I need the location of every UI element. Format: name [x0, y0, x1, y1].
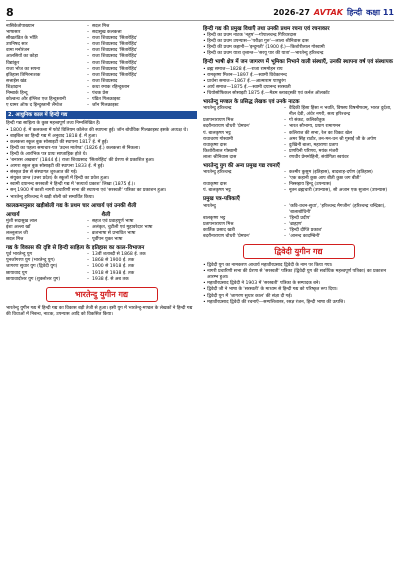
row-sep: –	[283, 227, 287, 233]
row-value: रणधीर प्रेममोहिनी, संयोगिता स्वयंवर	[289, 154, 349, 160]
row-value: 'हिन्दी प्रदीप'	[289, 215, 311, 221]
row-key: नासिकेतोपाख्यान	[6, 24, 35, 29]
section-heading: 2. आधुनिक काल में हिन्दी गद्य	[6, 111, 197, 119]
row-key: पं. बालकृष्ण भट्ट	[203, 188, 231, 194]
row-value: 'एक कहानी कुछ आप बीती कुछ जग बीती'	[289, 176, 361, 182]
row-key: कार्तिक प्रसाद खत्री	[203, 227, 235, 233]
bullet-item: • 1800 ई. में कलकत्ता में फोर्ट विलियम कॉलेज की स्थापना हुई। जॉन बोर्थविक गिलक्राइस्ट इसके अध्यक्ष थे।	[6, 128, 197, 134]
row-value: 'आनन्द कादम्बिनी'	[289, 234, 321, 239]
row-key: कोल्डन्थ और इंग्लिश एज हिन्दुस्तानी	[6, 97, 66, 103]
row-key: बदरीनारायण चौधरी 'प्रेमघन'	[203, 234, 250, 239]
row-sep: –	[283, 124, 287, 130]
row-key: राधाचरण गोस्वामी	[203, 136, 233, 142]
row-key: पं. बालकृष्ण भट्ट	[203, 130, 231, 136]
column-head: आचार्य	[6, 211, 20, 218]
row-sep: –	[86, 36, 90, 42]
row-value: राजा शिवप्रसाद 'सितारेहिंद'	[92, 72, 138, 78]
row-value: 'कवि-वचन-सुधा', 'हरिश्चन्द्र मैगजीन' (हरिश्चन्द्र चन्द्रिका), 'बालाबोधिनी'	[289, 203, 386, 215]
row-sep: –	[86, 78, 90, 84]
row-sep: –	[86, 252, 90, 258]
row-value: भारत सौभाग्य, प्रयाग रामागमन	[289, 124, 341, 130]
row-value: राजा शिवप्रसाद 'सितारेहिंद'	[92, 66, 138, 72]
bullet-item: • सन् 1900 में काशी नागरी प्रचारिणी सभा की स्थापना एवं 'सरस्वती' पत्रिका का प्रकाशन हुआ।	[6, 188, 197, 194]
row-sep: –	[86, 258, 90, 264]
bullet-item: • नागरी प्रचारिणी सभा की प्रेरणा से 'सरस्वती' पत्रिका (द्विवेदी युग की सर्वाधिक महत्त्वपूर्ण पत्रिका) का प्रकाशन आरम्भ हुआ।	[203, 269, 394, 281]
row-value: निस्सहाय हिन्दू (उपन्यास)	[289, 182, 332, 188]
row-value: सदासुख कलकत्ता	[92, 30, 122, 36]
bullet-item: • कलकत्ता स्कूल बुक सोसाइटी की स्थापना 1817 ई. में हुई।	[6, 140, 197, 146]
subheading: हिन्दी गद्य की प्रमुख विधाएँ तथा उनकी प्रथम रचना एवं रचनाकार	[203, 26, 330, 32]
row-value: पंडित गिलक्राइस्ट	[92, 97, 121, 103]
row-sep: –	[86, 264, 90, 270]
row-sep: –	[283, 142, 287, 148]
row-key: जागरण सुधार युग (द्विवेदी युग)	[6, 264, 58, 270]
row-sep: –	[86, 54, 90, 60]
row-value: गो संकट, कलिकौतुक	[289, 118, 325, 124]
row-value: दुःखिनी बाला, महाराणा प्रताप	[289, 142, 339, 148]
row-key: राजा भोज का सपना	[6, 66, 41, 72]
row-sep: –	[86, 270, 90, 276]
row-key: राधाकृष्ण दास	[203, 142, 227, 148]
row-key: छायावाद युग	[6, 270, 28, 276]
row-value: 1918 से 1938 ई. तक	[92, 270, 135, 276]
row-sep: –	[86, 84, 90, 90]
edition-year: 2026-27	[273, 7, 310, 17]
row-value: 1868 से 1900 ई. तक	[92, 258, 135, 264]
row-sep: –	[283, 203, 287, 209]
brand-logo: AVTAK	[313, 7, 343, 17]
row-sep: –	[86, 60, 90, 66]
row-key: बालकृष्ण भट्ट	[203, 215, 226, 221]
row-sep: –	[86, 24, 90, 29]
bullet-item: • हिन्दी के आरंभिक पत्र प्रायः साप्ताहिक होते थे।	[6, 152, 197, 158]
bullet-item: • संस्कृत प्रेस से संस्थागत शुरुआत की गई।	[6, 170, 197, 176]
row-sep: –	[283, 154, 287, 160]
bullet-item: • आर्य समाज—1875 ई.—स्वामी दयानन्द सरस्वती	[203, 85, 394, 91]
row-sep: –	[283, 130, 287, 136]
row-value: कथा रमाक रहिन्दुस्तान	[92, 84, 130, 90]
row-value: कलिराज की सभा, रेल का विकट खेल	[289, 130, 352, 136]
row-sep: –	[283, 136, 287, 142]
work-row	[203, 188, 394, 194]
bullet-item: • प्रार्थना समाज—1867 ई.—आत्माराम पाण्डुरंग	[203, 79, 394, 85]
row-key: पुनर्जागरण युग (भारतेन्दु युग)	[6, 258, 55, 264]
teachers-head	[6, 210, 197, 219]
subheading: भारतेन्दु युग की अन्य प्रमुख गद्य रचनाएँ	[203, 162, 280, 169]
page-number: 8	[6, 5, 14, 19]
row-key: भारतेन्दु हरिश्चन्द्र	[203, 170, 232, 176]
row-sep: –	[86, 103, 90, 109]
bullet-item: • ब्रह्म समाज—1828 ई.—राजा राममोहन राय	[203, 67, 394, 73]
row-value: पंचक प्रेस	[92, 91, 109, 97]
row-key: मुंशी सदासुख लाल	[6, 218, 37, 224]
bullet-item: • हिन्दी की प्रथम कहानी—'इन्दुमती' (1900 ई.)—किशोरीलाल गोस्वामी	[203, 45, 394, 51]
row-key: भारतेन्दु	[203, 203, 216, 209]
bullet-item: • द्विवेदी जी ने भाषा के 'सरस्वती' के माध्यम से हिन्दी गद्य को परिष्कृत रूप दिया।	[203, 287, 394, 293]
right-column	[203, 24, 394, 318]
row-value: सहज एवं प्रवाहपूर्ण भाषा	[92, 218, 134, 224]
row-sep: –	[283, 188, 287, 194]
bullet-item: • द्विवेदी युग का नामकरण आचार्य महावीरप्रसाद द्विवेदी के नाम पर किया गया।	[203, 263, 394, 269]
row-value: सदल मिश्र	[92, 24, 110, 29]
row-sep: –	[283, 170, 287, 176]
row-key: इंशा अल्ला खाँ	[6, 224, 31, 230]
bullet-item: • थियोसोफिकल सोसाइटी 1875 ई.—मैडम ब्लावट्स्की एवं कर्नल ऑलकॉट	[203, 91, 394, 97]
row-key: छायावादोत्तर युग (शुक्लोत्तर युग)	[6, 276, 61, 282]
row-value: राजा शिवप्रसाद 'सितारेहिंद'	[92, 42, 138, 48]
bullet-item: • भारतेन्दु हरिश्चन्द्र ने खड़ी बोली को सम्वर्धित किया।	[6, 195, 197, 201]
row-value: जॉन गिलक्राइस्ट	[92, 103, 119, 109]
row-value: 1900 से 1918 ई. तक	[92, 264, 135, 270]
bullet-item: • हिन्दी का पहला समाचार-पत्र 'उदन्त मार्तण्ड' (1826 ई.) कलकत्ता से निकला।	[6, 146, 197, 152]
bullet-item: • द्विवेदी युग में 'जागरण सुधार काल' की संज्ञा दी गई।	[203, 294, 394, 300]
row-sep: –	[86, 30, 90, 36]
bullet-item: • रामकृष्ण मिशन—1897 ई.—स्वामी विवेकानन्द	[203, 73, 394, 79]
subheading: कालक्रमानुसार खड़ीबोली गद्य के प्रथम चार आचार्य एवं उनकी शैली	[6, 202, 137, 209]
row-key: बदरीनारायण चौधरी 'प्रेमघन'	[203, 124, 250, 130]
row-sep: –	[86, 91, 90, 97]
row-key: किशोरीलाल गोस्वामी	[203, 148, 238, 154]
row-value: अलंकृत, चुटीली एवं मुहावरेदार भाषा	[92, 224, 153, 230]
bullet-item: • संयुक्त प्रान्त (उत्तर प्रदेश) के स्कूलों में हिन्दी का प्रवेश हुआ।	[6, 176, 197, 182]
row-value: 'हिन्दी दीप्ति प्रकाश'	[289, 227, 323, 233]
subheading: प्रमुख पत्र-पत्रिकाएँ	[203, 196, 240, 203]
magazine-row	[203, 234, 394, 240]
row-key: आलसियों का कोड़ा	[6, 54, 38, 60]
banner-bharatendu: भारतेन्दु युगीन गद्य	[46, 287, 158, 302]
row-key: प्रतापनारायण मिश्र	[203, 118, 234, 124]
row-sep: –	[283, 148, 287, 154]
row-sep: –	[283, 182, 287, 188]
row-key: उपनिषद सार	[6, 42, 28, 48]
row-sep: –	[86, 42, 90, 48]
row-key: सीखतंडित के भाँति	[6, 36, 38, 42]
row-value: ब्रजभाषा से प्रभावित भाषा	[92, 231, 136, 236]
drama-row	[203, 106, 394, 118]
row-key: सत्ताईस खंड	[6, 78, 27, 84]
row-key: ए ग्रामर ऑफ द हिन्दुस्तानी लैंग्वेज	[6, 103, 63, 109]
class-label: कक्षा 11	[366, 7, 394, 17]
row-sep: –	[86, 231, 90, 236]
row-value: पूर्वीपन युक्त भाषा	[92, 237, 123, 243]
row-value: अमर सिंह राठौर, तन-मन-धन श्री गुसाईं जी के अर्पण	[289, 136, 377, 142]
row-sep: –	[283, 234, 287, 239]
bullet-item: • स्वामी दयानन्द सरस्वती ने हिन्दी गद्य में 'सत्यार्थ प्रकाश' लिखा (1875 ई.)।	[6, 182, 197, 188]
teacher-row	[6, 237, 197, 243]
row-key: पूर्व भारतेन्दु युग	[6, 252, 33, 258]
row-key: सदल मिश्र	[6, 237, 24, 243]
row-value: राजा शिवप्रसाद 'सितारेहिंद'	[92, 36, 138, 42]
period-row	[6, 277, 197, 283]
row-sep: –	[86, 72, 90, 78]
subject-label: हिन्दी	[347, 7, 363, 17]
row-key: विद्यांकुर	[6, 60, 20, 66]
row-value: 13वीं शताब्दी से 1868 ई. तक	[92, 252, 146, 258]
bullet-item: • 'बनारस अखबार' (1844 ई.) राजा शिवप्रसाद 'सितारेहिंद' की प्रेरणा से प्रकाशित हुआ।	[6, 158, 197, 164]
row-key: राधाकृष्ण दास	[203, 182, 227, 188]
magazine-row	[203, 204, 394, 216]
subheading: हिन्दी भाषी क्षेत्र में जन जागरण में भूमिका निभाने वाली संस्थाएँ, उनकी स्थापना वर्ष एवं संस्थापक	[203, 59, 393, 66]
subheading: गद्य के विकास की दृष्टि से हिन्दी साहित्य के इतिहास का काल-विभाजन	[6, 245, 145, 252]
bullet-item: • हिन्दी का प्रथम यात्रा वृत्तान्त—'सरयू पार की यात्रा'—भारतेन्दु हरिश्चन्द्र	[203, 51, 394, 57]
bullet-item: • बाइबिल का हिन्दी गद्य में अनुवाद 1818 ई. में हुआ।	[6, 134, 197, 140]
row-key: निम्बार्क हिन्दू	[6, 91, 28, 97]
row-value: 'ब्राह्मण'	[289, 221, 303, 227]
row-value: राजा शिवप्रसाद	[92, 78, 118, 84]
row-value: नूतन ब्रह्मचारी (उपन्यास), सौ अजान एक सुजान (उपन्यास)	[289, 188, 388, 194]
bullet-item: • हिन्दी का प्रथम उपन्यास—'परीक्षा गुरु'—लाला श्रीनिवास दास	[203, 39, 394, 45]
row-sep: –	[86, 224, 90, 230]
row-key: इतिहास तिमिरनाशक	[6, 72, 41, 78]
column-head: शैली	[101, 211, 111, 218]
row-value: राजा शिवप्रसाद 'सितारेहिंद'	[92, 48, 138, 54]
row-value: कश्मीर कुसुम (इतिहास), बादशाह-दर्पण (इतिहास)	[289, 170, 373, 176]
row-value: 1938 ई. से अब तक	[92, 276, 129, 282]
row-sep: –	[86, 276, 90, 282]
page-header	[6, 4, 394, 21]
bullet-item: • आगरा स्कूल बुक सोसाइटी की स्थापना 1833 ई. में हुई।	[6, 164, 197, 170]
row-key: शिक्षादान	[6, 84, 21, 90]
work-row	[6, 103, 197, 109]
left-column	[6, 24, 197, 318]
paragraph: हिन्दी गद्य साहित्य के कुछ महत्त्वपूर्ण तथ्य निम्नलिखित हैं।	[6, 121, 101, 127]
row-value: प्रणयिनी परिणय, मयंक मंजरी	[289, 148, 339, 154]
row-key: लल्लूलाल जी	[6, 231, 28, 236]
bullet-item: • हिन्दी का प्रथम नाटक 'नहुष'—गोपालचन्द्र गिरिधरदास	[203, 33, 394, 39]
row-sep: –	[86, 66, 90, 72]
row-key: लाला श्रीनिवास दास	[203, 154, 237, 160]
row-sep: –	[283, 118, 287, 124]
row-sep: –	[283, 106, 287, 112]
row-sep: –	[86, 97, 90, 103]
row-key: भाषासार	[6, 30, 21, 36]
banner-dwivedi: द्विवेदी युगीन गद्य	[243, 244, 355, 259]
bullet-item: • महावीरप्रसाद द्विवेदी ने 1903 में 'सरस्वती' पत्रिका के सम्पादक बने।	[203, 281, 394, 287]
row-value: वैदिकी हिंसा हिंसा न भवति, विषस्य विषमौषधम्, भारत दुर्दशा, नील देवी, अंधेर नगरी, सत्य हरिश्चन्द्र	[289, 106, 392, 118]
row-key: वामा मनोरंजन	[6, 48, 30, 54]
bullet-item: • महावीरप्रसाद द्विवेदी की रचनाएँ—सम्पत्तिशास्त्र, रसज्ञ रंजन, हिन्दी भाषा की उत्पत्ति।	[203, 300, 394, 306]
row-sep: –	[86, 237, 90, 243]
drama-row	[203, 155, 394, 161]
row-value: राजा शिवप्रसाद 'सितारेहिंद'	[92, 54, 138, 60]
row-key: भारतेन्दु हरिश्चन्द्र	[203, 106, 232, 112]
row-sep: –	[283, 176, 287, 182]
row-sep: –	[86, 48, 90, 54]
row-sep: –	[283, 215, 287, 221]
row-value: राजा शिवप्रसाद 'सितारेहिंद'	[92, 60, 138, 66]
row-sep: –	[86, 218, 90, 224]
subheading: भारतेन्दु मण्डल के प्रसिद्ध लेखक एवं उनके नाटक	[203, 99, 300, 106]
row-sep: –	[283, 221, 287, 227]
row-key: प्रतापनारायण मिश्र	[203, 221, 234, 227]
paragraph: भारतेन्दु युगीन गद्य में हिन्दी गद्य का विकास बड़ी तेजी से हुआ। इसी युग में भारतेन्दु-मण्डल के लेखकों ने हिन्दी गद्य की विधाओं में निबन्ध, नाटक, उपन्यास आदि को विकसित किया।	[6, 305, 193, 317]
